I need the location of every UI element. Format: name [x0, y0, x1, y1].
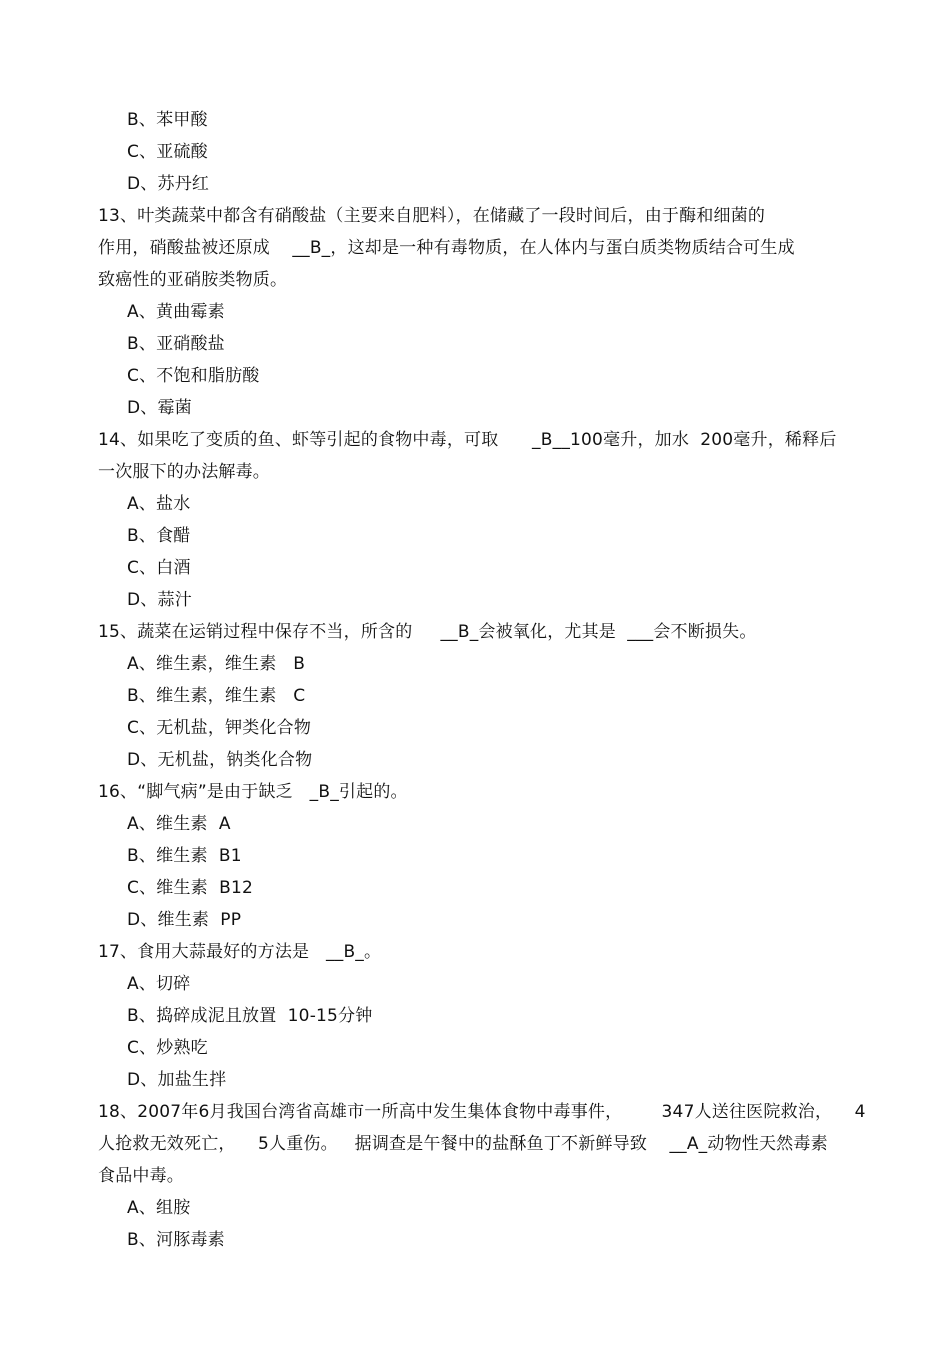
option-a-q18: A、组胺 — [127, 1198, 191, 1218]
option-b-q14: B、食醋 — [127, 526, 191, 546]
option-d-q13: D、霉菌 — [127, 398, 192, 418]
option-b-q13: B、亚硝酸盐 — [127, 334, 225, 354]
option-a-q13: A、黄曲霉素 — [127, 302, 225, 322]
option-d-q14: D、蒜汁 — [127, 590, 192, 610]
option-a-q14: A、盐水 — [127, 494, 191, 514]
option-c-q13: C、不饱和脂肪酸 — [127, 366, 260, 386]
option-a-q17: A、切碎 — [127, 974, 191, 994]
option-b-q18: B、河豚毒素 — [127, 1230, 225, 1250]
option-b-q12: B、苯甲酸 — [127, 110, 208, 130]
option-b-q15: B、维生素，维生素 C — [127, 686, 306, 706]
option-c-q15: C、无机盐，钾类化合物 — [127, 718, 312, 738]
option-d-q15: D、无机盐，钠类化合物 — [127, 750, 313, 770]
option-b-q17: B、捣碎成泥且放置 10-15分钟 — [127, 1006, 373, 1026]
option-c-q17: C、炒熟吃 — [127, 1038, 208, 1058]
question-13-line-1: 13、叶类蔬菜中都含有硝酸盐（主要来自肥料），在储藏了一段时间后，由于酶和细菌的 — [98, 206, 766, 226]
option-c-q12: C、亚硫酸 — [127, 142, 208, 162]
option-d-q12: D、苏丹红 — [127, 174, 210, 194]
option-b-q16: B、维生素 B1 — [127, 846, 242, 866]
question-13-line-3: 致癌性的亚硝胺类物质。 — [98, 270, 288, 290]
question-16: 16、“脚气病”是由于缺乏 _B_引起的。 — [98, 782, 408, 802]
question-14-line-2: 一次服下的办法解毒。 — [98, 462, 270, 482]
question-18-line-1: 18、2007年6月我国台湾省高雄市一所高中发生集体食物中毒事件， 347人送往医院救治， 4 — [98, 1102, 866, 1122]
option-d-q16: D、维生素 PP — [127, 910, 242, 930]
question-15: 15、蔬菜在运销过程中保存不当，所含的 __B_会被氧化，尤其是 ___会不断损失。 — [98, 622, 757, 642]
option-a-q15: A、维生素，维生素 B — [127, 654, 306, 674]
option-c-q14: C、白酒 — [127, 558, 191, 578]
question-17: 17、食用大蒜最好的方法是 __B_。 — [98, 942, 382, 962]
question-14-line-1: 14、如果吃了变质的鱼、虾等引起的食物中毒，可取 _B__100毫升，加水 200毫升，稀释后 — [98, 430, 837, 450]
option-a-q16: A、维生素 A — [127, 814, 231, 834]
option-c-q16: C、维生素 B12 — [127, 878, 253, 898]
question-13-line-2: 作用，硝酸盐被还原成 __B_，这却是一种有毒物质，在人体内与蛋白质类物质结合可生成 — [98, 238, 795, 258]
question-18-line-3: 食品中毒。 — [98, 1166, 184, 1186]
option-d-q17: D、加盐生拌 — [127, 1070, 227, 1090]
question-18-line-2: 人抢救无效死亡， 5人重伤。 据调查是午餐中的盐酥鱼丁不新鲜导致 __A_动物性天然毒素 — [98, 1134, 828, 1154]
